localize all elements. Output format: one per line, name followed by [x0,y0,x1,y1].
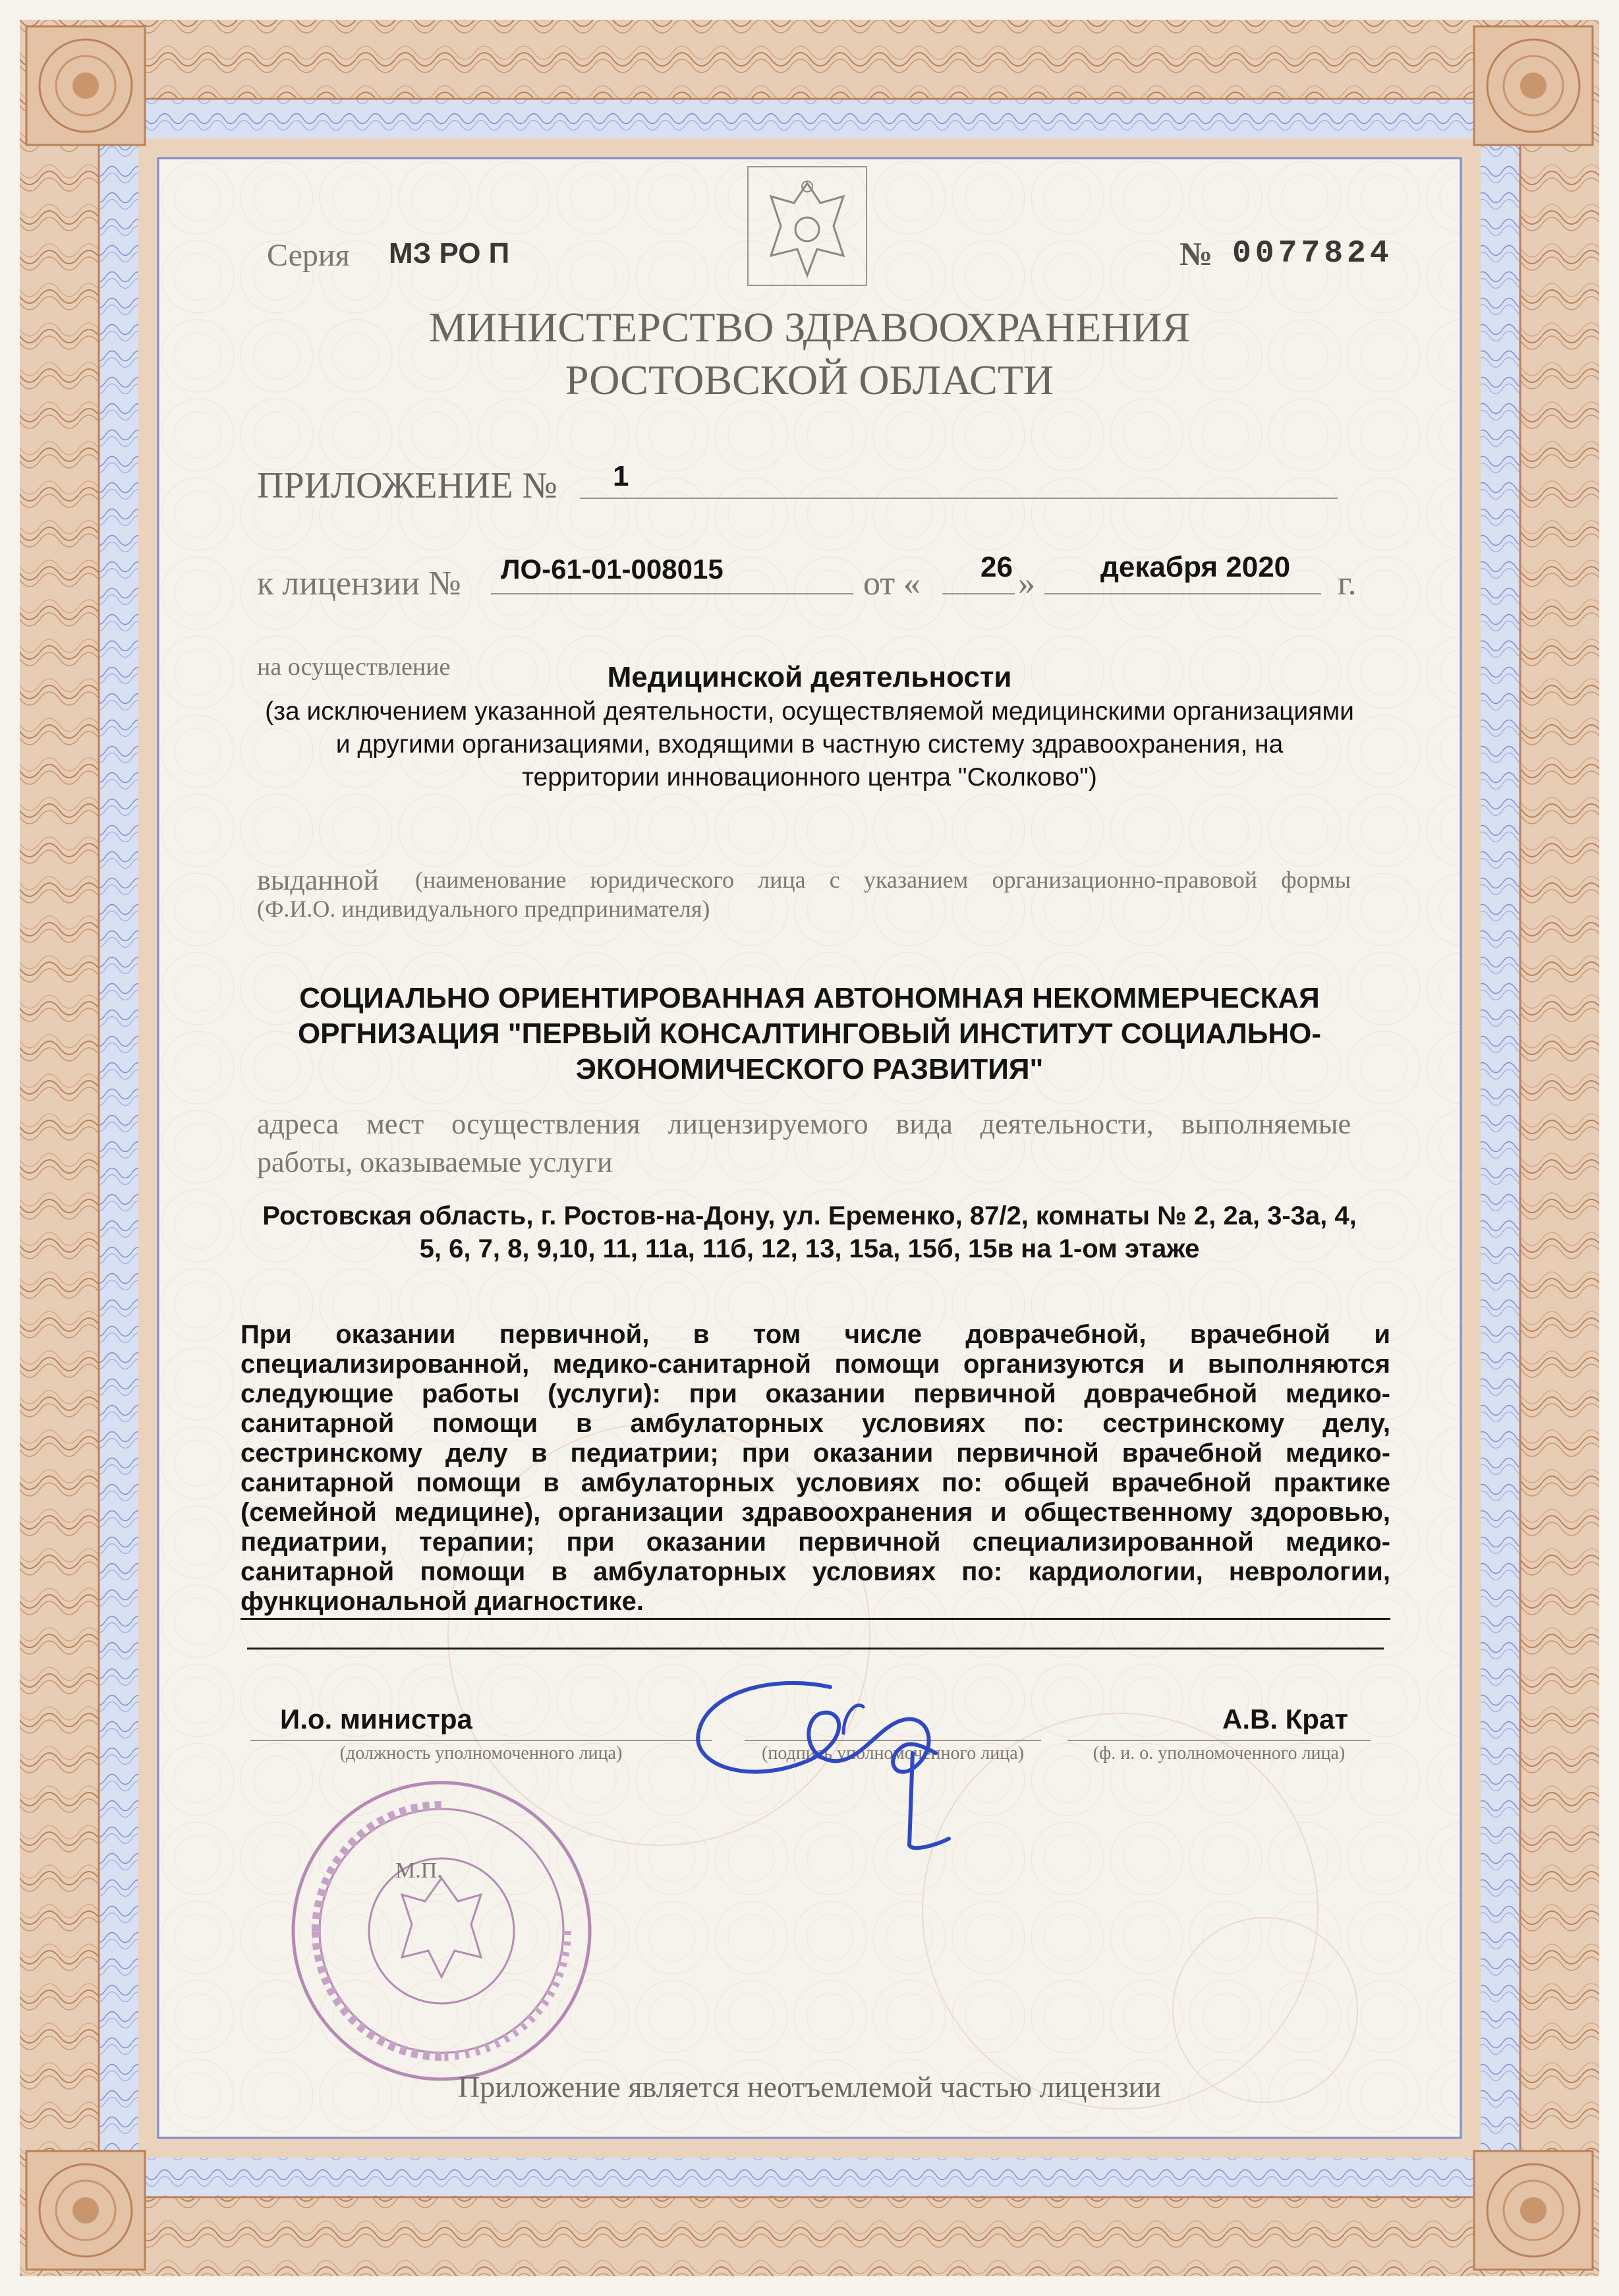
addresses-label-line2: работы, оказываемые услуги [257,1146,613,1178]
services-line6: санитарной помощи в амбулаторных условиях по: общей врачебной практике [241,1468,1390,1497]
ministry-title-line1: МИНИСТЕРСТВО ЗДРАВООХРАНЕНИЯ [428,304,1191,351]
handwritten-signature [679,1654,982,1872]
official-stamp [277,1766,606,2096]
signatory-position: И.о. министра [280,1704,472,1735]
services-line1: При оказании первичной, в том числе доврачебной, врачебной и [241,1320,1390,1349]
organization-line1: СОЦИАЛЬНО ОРИЕНТИРОВАННАЯ АВТОНОМНАЯ НЕКОММЕРЧЕСКАЯ [299,982,1320,1014]
services-line8: педиатрии, терапии; при оказании первичной специализированной медико- [241,1528,1390,1557]
stamp-mp-label: М.П. [395,1858,443,1883]
corner-rosette-bottom-right [1474,2151,1593,2270]
name-caption: (ф. и. о. уполномоченного лица) [1093,1743,1346,1764]
services-line4: санитарной помощи в амбулаторных условиях по: сестринскому делу, [241,1409,1390,1438]
activity-detail-line2: и другими организациями, входящими в частную систему здравоохранения, на [335,730,1284,759]
corner-rosette-top-left [26,26,145,145]
issued-label: выданной [257,864,379,896]
address-line2: 5, 6, 7, 8, 9,10, 11, 11а, 11б, 12, 13, 15а, 15б, 15в на 1-ом этаже [419,1234,1200,1263]
license-day-close: » [1018,565,1035,602]
license-year-suffix: г. [1338,565,1357,602]
license-number: 0077824 [1232,236,1393,272]
services-line3: следующие работы (услуги): при оказании первичной доврачебной медико- [241,1379,1390,1408]
activity-label: на осуществление [257,653,451,681]
services-rule-bottom [247,1648,1384,1650]
license-from-label: от « [863,565,921,602]
activity-title: Медицинской деятельности [607,661,1012,693]
services-line9: санитарной помощи в амбулаторных условиях по: кардиологии, неврологии, [241,1557,1390,1586]
services-line5: сестринскому делу в педиатрии; при оказании первичной врачебной медико- [241,1439,1390,1468]
position-caption: (должность уполномоченного лица) [339,1743,623,1764]
number-label: № [1179,235,1213,272]
license-label: к лицензии № [257,565,461,602]
position-underline [250,1710,712,1741]
services-line10: функциональной диагностике. [241,1587,644,1616]
series-label: Серия [267,238,350,273]
coat-of-arms-icon [745,163,870,289]
corner-rosette-bottom-left [26,2151,145,2270]
appendix-label: ПРИЛОЖЕНИЕ № [257,465,557,506]
signatory-name: А.В. Крат [1222,1704,1348,1735]
organization-line3: ЭКОНОМИЧЕСКОГО РАЗВИТИЯ" [575,1053,1044,1085]
footer-note: Приложение является неотъемлемой частью лицензии [458,2070,1161,2104]
signature-caption: (подпись уполномоченного лица) [762,1743,1024,1764]
license-month-year: декабря 2020 [1100,551,1291,583]
addresses-label-line1: адреса мест осуществления лицензируемого вида деятельности, выполняемые [257,1108,1351,1140]
issued-caption-line1: (наименование юридического лица с указанием организационно-правовой формы [415,867,1351,893]
services-line7: (семейной медицине), организации здравоохранения и общественному здоровью, [241,1498,1390,1527]
ministry-title-line2: РОСТОВСКОЙ ОБЛАСТИ [565,357,1054,403]
activity-detail-line1: (за исключением указанной деятельности, осуществляемой медицинскими организациями [265,697,1354,726]
appendix-value: 1 [613,460,629,492]
corner-rosette-top-right [1474,26,1593,145]
services-line2: специализированной, медико-санитарной помощи организуются и выполняются [241,1350,1390,1379]
license-day: 26 [980,551,1013,583]
activity-detail-line3: территории инновационного центра "Сколково") [522,763,1097,791]
series-value: МЗ РО П [389,237,510,270]
services-rule-top [241,1618,1390,1620]
license-doc-number: ЛО-61-01-008015 [501,554,724,585]
address-line1: Ростовская область, г. Ростов-на-Дону, ул. Еременко, 87/2, комнаты № 2, 2а, 3-3а, 4, [262,1201,1357,1230]
organization-line2: ОРГНИЗАЦИЯ "ПЕРВЫЙ КОНСАЛТИНГОВЫЙ ИНСТИТУТ СОЦИАЛЬНО- [297,1018,1322,1050]
issued-caption-line2: (Ф.И.О. индивидуального предпринимателя) [257,896,710,922]
appendix-underline [580,461,1338,499]
